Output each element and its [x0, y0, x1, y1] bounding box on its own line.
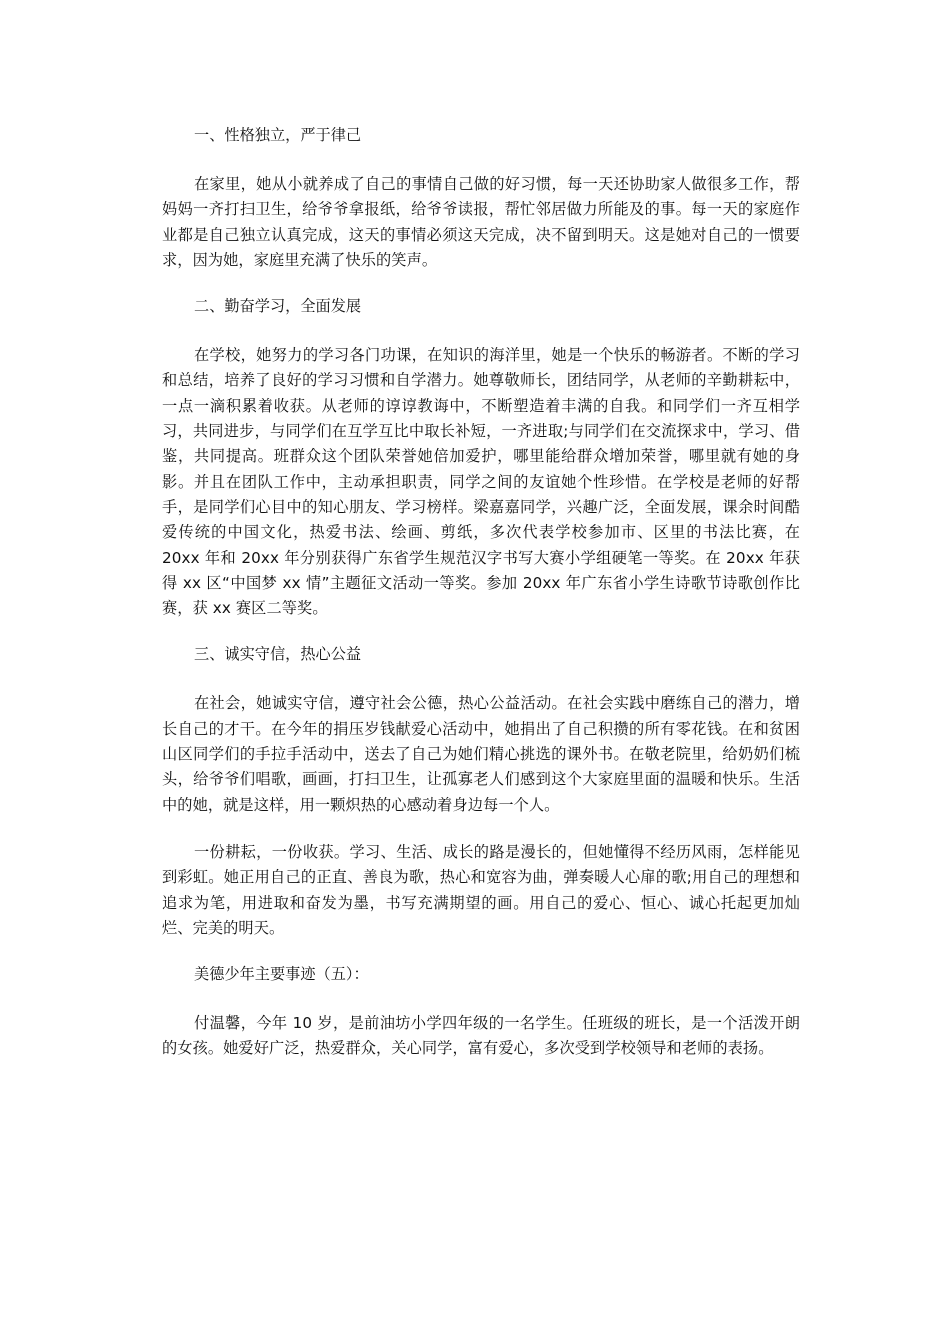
paragraph-society: 在社会，她诚实守信，遵守社会公德，热心公益活动。在社会实践中磨练自己的潜力，增长自己的才干。在今年的捐压岁钱献爱心活动中，她捐出了自己积攒的所有零花钱。在和贫困山区同学们的手拉手活动中，送去了自己为她们精心挑选的课外书。在敬老院里，给奶奶们梳头，给爷爷们唱歌，画画，打扫卫生，让孤寡老人们感到这个大家庭里面的温暖和快乐。生活中的她，就是这样，用一颗炽热的心感动着身边每一个人。 — [162, 694, 800, 814]
section-heading-1: 一、性格独立，严于律己 — [194, 126, 362, 144]
paragraph-home: 在家里，她从小就养成了自己的事情自己做的好习惯，每一天还协助家人做很多工作，帮妈妈一齐打扫卫生，给爷爷拿报纸，给爷爷读报，帮忙邻居做力所能及的事。每一天的家庭作业都是自己独立认真完成，这天的事情必须这天完成，决不留到明天。这是她对自己的一惯要求，因为她，家庭里充满了快乐的笑声。 — [162, 175, 800, 269]
paragraph-conclusion: 一份耕耘，一份收获。学习、生活、成长的路是漫长的，但她懂得不经历风雨，怎样能见到彩虹。她正用自己的正直、善良为歌，热心和宽容为曲，弹奏暖人心扉的歌;用自己的理想和追求为笔，用进取和奋发为墨，书写充满期望的画。用自己的爱心、恒心、诚心托起更加灿烂、完美的明天。 — [162, 842, 800, 937]
section-heading-2: 二、勤奋学习，全面发展 — [194, 297, 362, 316]
paragraph-school: 在学校，她努力的学习各门功课，在知识的海洋里，她是一个快乐的畅游者。不断的学习和总结，培养了良好的学习习惯和自学潜力。她尊敬师长，团结同学，从老师的辛勤耕耘中，一点一滴积累着收获。从老师的谆谆教诲中，不断塑造着丰满的自我。和同学们一齐互相学习，共同进步，与同学们在互学互比中取长补短，一齐进取;与同学们在交流探求中，学习、借鉴，共同提高。班群众这个团队荣誉她倍加爱护，哪里能给群众增加荣誉，哪里就有她的身影。并且在团队工作中，主动承担职责，同学之间的友谊她个性珍惜。在学校是老师的好帮手，是同学们心目中的知心朋友、学习榜样。梁嘉嘉同学，兴趣广泛，全面发展，课余时间酷爱传统的中国文化，热爱书法、绘画、剪纸，多次代表学校参加市、区里的书法比赛，在 20xx 年和 20xx 年分别获得广东省学生规范汉字书写大赛小学组硬笔一等奖。在 20xx 年获得 xx 区“中国梦 xx 情”主题征文活动一等奖。参加 20xx 年广东省小学生诗歌节诗歌创作比赛，获 xx 赛区二等奖。 — [162, 346, 800, 618]
section-heading-3: 三、诚实守信，热心公益 — [194, 645, 362, 664]
document-page — [162, 124, 800, 1084]
paragraph-profile: 付温馨，今年 10 岁，是前油坊小学四年级的一名学生。任班级的班长，是一个活泼开朗的女孩。她爱好广泛，热爱群众，关心同学，富有爱心，多次受到学校领导和老师的表扬。 — [162, 1014, 800, 1058]
section-heading-4: 美德少年主要事迹（五）： — [194, 965, 369, 984]
